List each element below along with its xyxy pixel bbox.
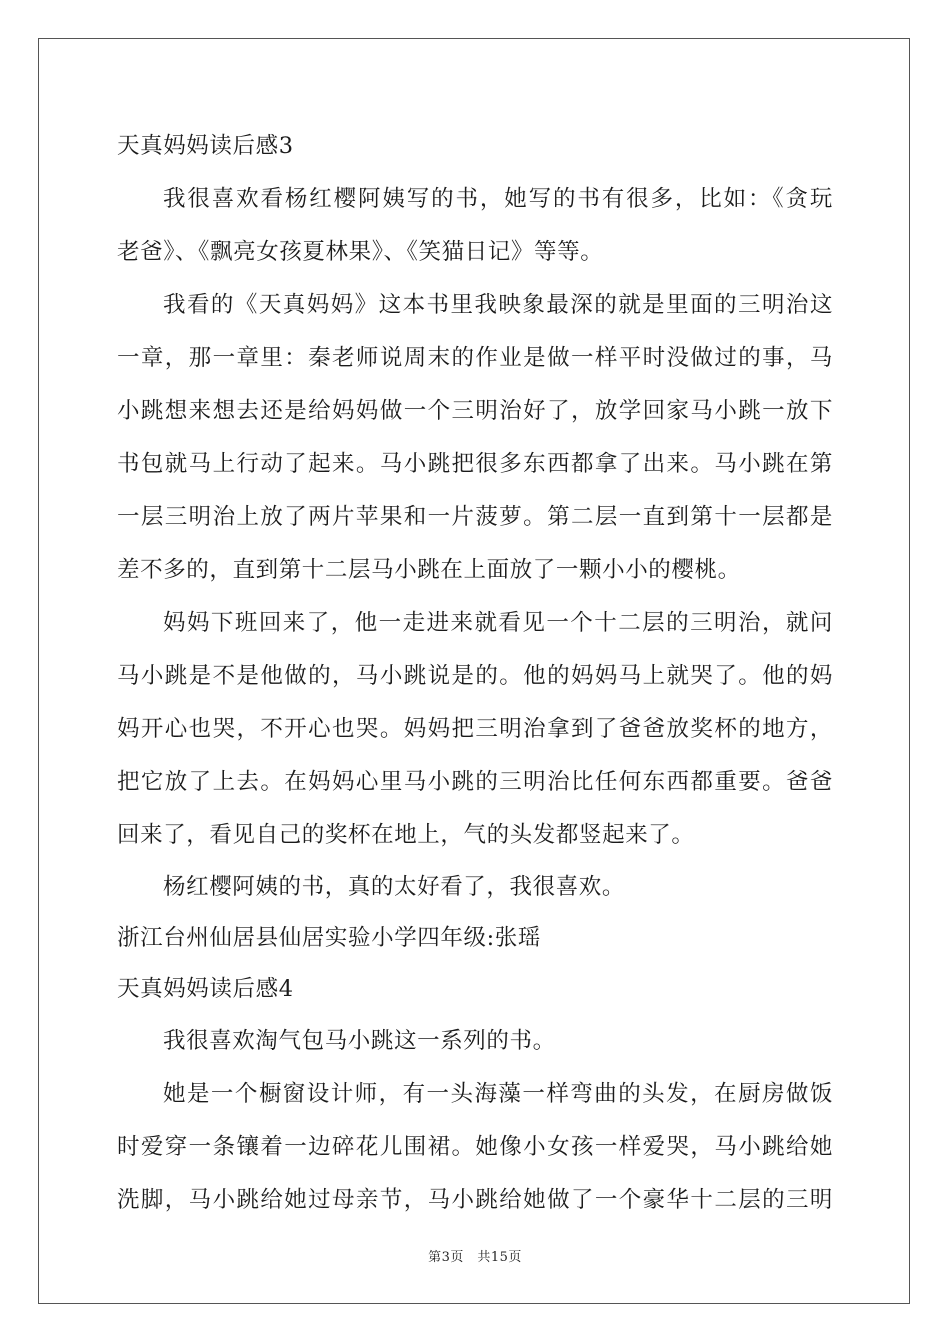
paragraph-line: 妈开心也哭，不开心也哭。妈妈把三明治拿到了爸爸放奖杯的地方，: [117, 716, 833, 742]
paragraph-line: 差不多的，直到第十二层马小跳在上面放了一颗小小的樱桃。: [117, 557, 741, 583]
paragraph-line: 老爸》、《飘亮女孩夏林果》、《笑猫日记》等等。: [117, 239, 604, 265]
section-title: 天真妈妈读后感4: [117, 976, 294, 1002]
section-title: 天真妈妈读后感3: [117, 133, 294, 159]
paragraph-line: 时爱穿一条镶着一边碎花儿围裙。她像小女孩一样爱哭，马小跳给她: [117, 1134, 833, 1160]
author-line: 浙江台州仙居县仙居实验小学四年级:张瑶: [117, 925, 541, 951]
paragraph-line: 杨红樱阿姨的书，真的太好看了，我很喜欢。: [163, 874, 626, 900]
paragraph-line: 我看的《天真妈妈》这本书里我映象最深的就是里面的三明治这: [163, 292, 833, 318]
paragraph-line: 把它放了上去。在妈妈心里马小跳的三明治比任何东西都重要。爸爸: [117, 769, 833, 795]
paragraph-line: 我很喜欢淘气包马小跳这一系列的书。: [163, 1028, 556, 1054]
paragraph-line: 妈妈下班回来了，他一走进来就看见一个十二层的三明治，就问: [163, 610, 833, 636]
page-number-footer: 第3页 共15页: [428, 1250, 522, 1265]
paragraph-line: 一层三明治上放了两片苹果和一片菠萝。第二层一直到第十一层都是: [117, 504, 833, 530]
paragraph-line: 洗脚，马小跳给她过母亲节，马小跳给她做了一个豪华十二层的三明: [117, 1187, 833, 1213]
paragraph-line: 我很喜欢看杨红樱阿姨写的书，她写的书有很多，比如：《贪玩: [163, 186, 833, 212]
paragraph-line: 回来了，看见自己的奖杯在地上，气的头发都竖起来了。: [117, 822, 695, 848]
paragraph-line: 马小跳是不是他做的，马小跳说是的。他的妈妈马上就哭了。他的妈: [117, 663, 833, 689]
paragraph-line: 一章，那一章里：秦老师说周末的作业是做一样平时没做过的事，马: [117, 345, 833, 371]
paragraph-line: 她是一个橱窗设计师，有一头海藻一样弯曲的头发，在厨房做饭: [163, 1081, 833, 1107]
document-body: [117, 120, 833, 1227]
paragraph-line: 书包就马上行动了起来。马小跳把很多东西都拿了出来。马小跳在第: [117, 451, 833, 477]
paragraph-line: 小跳想来想去还是给妈妈做一个三明治好了，放学回家马小跳一放下: [117, 398, 833, 424]
